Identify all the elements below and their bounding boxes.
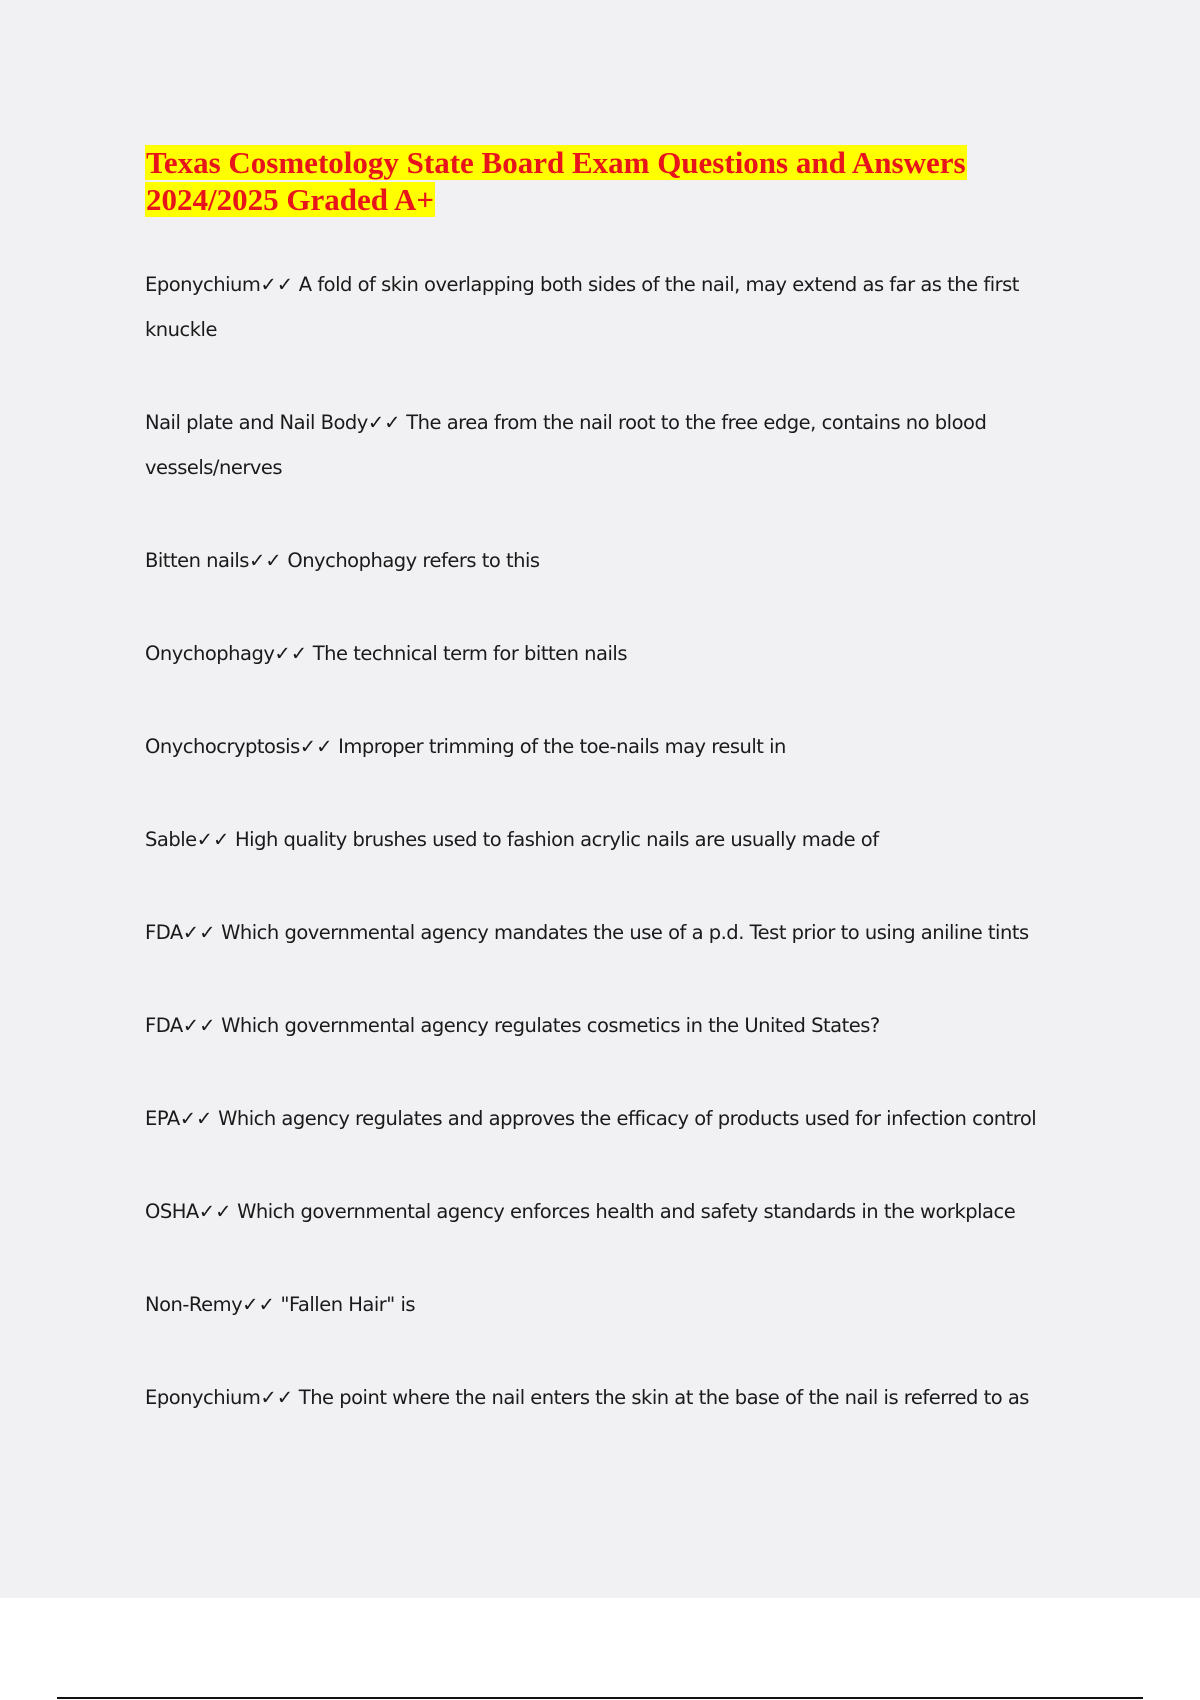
qa-term: Non-Remy xyxy=(145,1293,243,1316)
qa-definition: The point where the nail enters the skin at the base of the nail is referred to as xyxy=(298,1386,1029,1409)
double-check-icon: ✓✓ xyxy=(274,642,308,665)
qa-definition: Which governmental agency enforces health and safety standards in the workplace xyxy=(237,1200,1016,1223)
document-title xyxy=(145,144,1045,218)
double-check-icon: ✓✓ xyxy=(242,1293,275,1316)
qa-item xyxy=(145,262,1090,352)
qa-item xyxy=(145,1096,1090,1141)
qa-item xyxy=(145,1282,1090,1327)
qa-term: OSHA xyxy=(145,1200,199,1223)
qa-definition: The technical term for bitten nails xyxy=(312,642,627,665)
double-check-icon: ✓✓ xyxy=(299,735,333,758)
qa-item xyxy=(145,631,1090,676)
footer-divider xyxy=(57,1697,1143,1699)
qa-definition: "Fallen Hair" is xyxy=(280,1293,416,1316)
qa-term: Onychocryptosis xyxy=(145,735,300,758)
qa-item xyxy=(145,910,1090,955)
qa-item xyxy=(145,1003,1090,1048)
qa-definition: Onychophagy refers to this xyxy=(287,549,540,572)
double-check-icon: ✓✓ xyxy=(198,1200,232,1223)
qa-definition: Improper trimming of the toe-nails may result in xyxy=(338,735,786,758)
qa-definition: Which agency regulates and approves the efficacy of products used for infection control xyxy=(218,1107,1037,1130)
double-check-icon: ✓✓ xyxy=(260,1386,294,1409)
qa-item xyxy=(145,724,1090,769)
double-check-icon: ✓✓ xyxy=(182,1014,216,1037)
qa-definition: Which governmental agency mandates the use of a p.d. Test prior to using aniline tints xyxy=(221,921,1029,944)
qa-item xyxy=(145,1375,1090,1420)
double-check-icon: ✓✓ xyxy=(248,549,282,572)
qa-term: EPA xyxy=(145,1107,180,1130)
qa-term: Eponychium xyxy=(145,1386,261,1409)
qa-definition: High quality brushes used to fashion acrylic nails are usually made of xyxy=(235,828,879,851)
double-check-icon: ✓✓ xyxy=(196,828,230,851)
qa-list xyxy=(145,262,1090,1468)
qa-definition: Which governmental agency regulates cosmetics in the United States? xyxy=(221,1014,880,1037)
double-check-icon: ✓✓ xyxy=(179,1107,213,1130)
double-check-icon: ✓✓ xyxy=(367,411,401,434)
qa-term: Sable xyxy=(145,828,197,851)
qa-definition: The area from the nail root to the free edge, contains no blood vessels/nerves xyxy=(145,411,987,479)
qa-item xyxy=(145,1189,1090,1234)
qa-item xyxy=(145,400,1090,490)
qa-term: Bitten nails xyxy=(145,549,249,572)
qa-term: FDA xyxy=(145,921,183,944)
document-title-line-1: Texas Cosmetology State Board Exam Questions and Answers xyxy=(146,145,966,180)
document-title-line-2: 2024/2025 Graded A+ xyxy=(146,182,435,217)
double-check-icon: ✓✓ xyxy=(182,921,216,944)
qa-term: Eponychium xyxy=(145,273,261,296)
qa-definition: A fold of skin overlapping both sides of the nail, may extend as far as the first knuckle xyxy=(145,273,1019,341)
double-check-icon: ✓✓ xyxy=(260,273,294,296)
qa-term: Nail plate and Nail Body xyxy=(145,411,368,434)
qa-item xyxy=(145,538,1090,583)
qa-term: Onychophagy xyxy=(145,642,275,665)
qa-term: FDA xyxy=(145,1014,183,1037)
qa-item xyxy=(145,817,1090,862)
